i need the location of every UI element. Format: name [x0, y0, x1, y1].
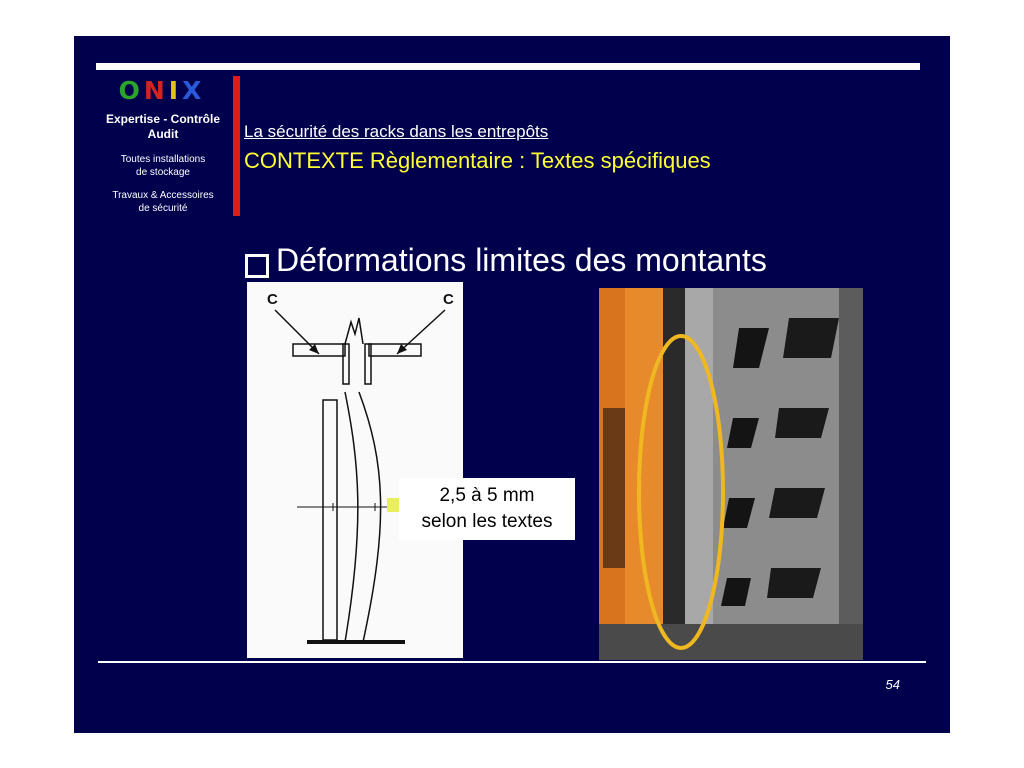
- diagram-label-c-left: C: [267, 291, 278, 308]
- sidebar-line-5: Travaux & Accessoires: [112, 190, 214, 201]
- sidebar-expertise: [92, 112, 234, 142]
- deformed-upright-left: [345, 392, 358, 642]
- onix-logo: [102, 78, 222, 104]
- callout-line-1: 2,5 à 5 mm: [439, 485, 535, 506]
- top-rule: [96, 63, 920, 70]
- diagram-label-c-right: C: [443, 291, 454, 308]
- upright-deformation-diagram: [247, 282, 463, 658]
- slide: [74, 36, 950, 733]
- red-accent-bar: [233, 76, 240, 216]
- upright-deformation-photo: [599, 288, 863, 660]
- logo-letter-x: X: [182, 76, 206, 105]
- sidebar-installations: [92, 153, 234, 179]
- callout-line-2: selon les textes: [421, 511, 553, 532]
- bottom-rule: [98, 661, 926, 663]
- section-heading: Déformations limites des montants: [276, 242, 767, 278]
- beam-left: [293, 344, 345, 356]
- photo-illustration: [599, 288, 863, 660]
- sidebar-line-4: de stockage: [136, 167, 190, 178]
- bullet-square-icon: [245, 254, 269, 278]
- reference-upright: [323, 400, 337, 640]
- measure-highlight: [387, 498, 399, 512]
- beam-right: [369, 344, 421, 356]
- deformed-upright-right: [359, 392, 381, 642]
- sidebar-travaux: [92, 189, 234, 215]
- page-number: 54: [885, 677, 900, 692]
- logo-letter-o: O: [118, 76, 144, 105]
- diagram-drawing: [247, 282, 463, 658]
- sidebar-line-3: Toutes installations: [120, 154, 206, 165]
- logo-letter-i: I: [168, 76, 183, 105]
- sidebar-line-1: Expertise - Contrôle: [105, 112, 221, 126]
- sidebar-line-2: Audit: [147, 127, 179, 141]
- tolerance-callout: [399, 478, 575, 540]
- slide-subtitle: La sécurité des racks dans les entrepôts: [244, 122, 549, 141]
- slide-title: CONTEXTE Règlementaire : Textes spécifiques: [244, 148, 711, 173]
- logo-letter-n: N: [143, 76, 169, 105]
- sidebar-line-6: de sécurité: [138, 203, 188, 214]
